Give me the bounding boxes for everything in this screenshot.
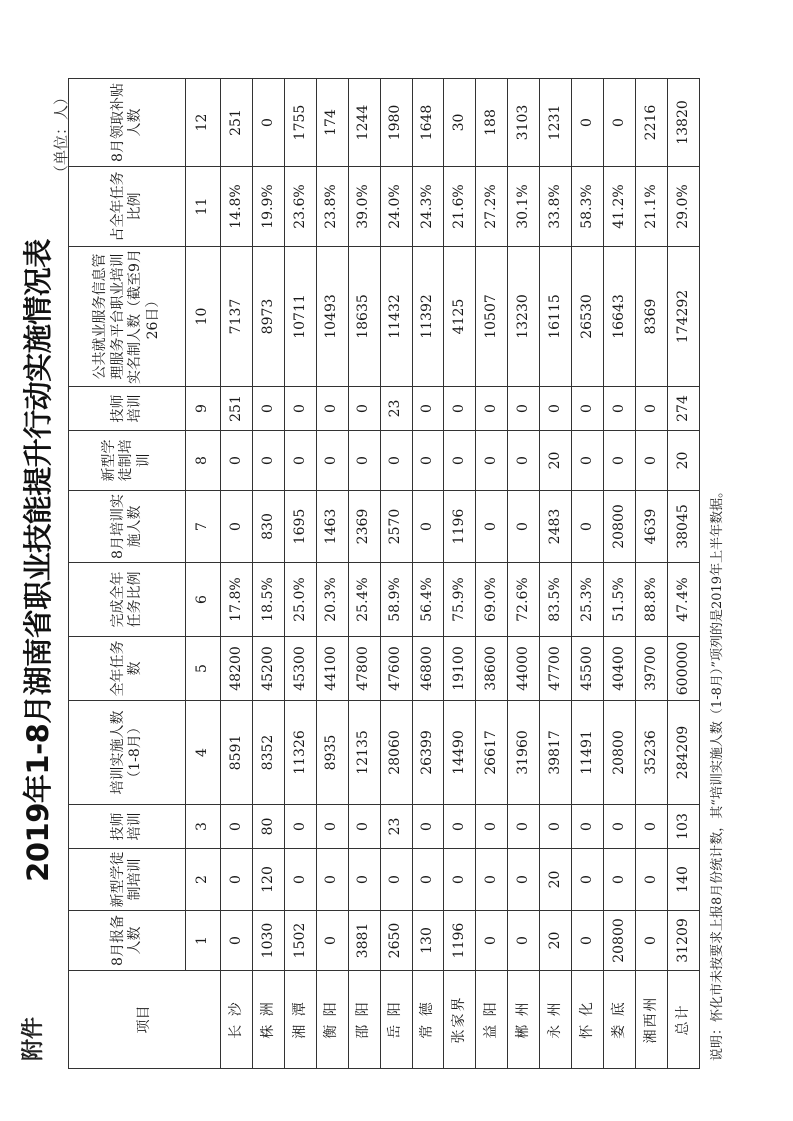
header-row [69,79,186,1069]
table-cell: 174 [316,79,348,167]
table-cell: 0 [476,491,508,563]
table-cell: 0 [604,79,636,167]
table-cell-region: 娄 底 [604,971,636,1069]
table-cell: 0 [604,805,636,849]
table-cell: 0 [508,849,540,911]
table-cell: 13820 [667,79,699,167]
table-cell: 30.1% [508,167,540,247]
table-cell: 19100 [444,637,476,701]
table-cell: 0 [604,431,636,491]
table-cell: 38600 [476,637,508,701]
table-cell: 3103 [508,79,540,167]
header-task-ratio: 占全年任务比例 [69,167,186,247]
table-cell: 10507 [476,247,508,387]
table-cell: 0 [635,805,667,849]
table-cell: 27.2% [476,167,508,247]
table-cell: 0 [348,431,380,491]
table-cell: 28060 [380,701,412,805]
table-cell: 284209 [667,701,699,805]
table-cell: 8935 [316,701,348,805]
table-cell: 2570 [380,491,412,563]
table-cell: 12135 [348,701,380,805]
table-cell: 0 [252,79,284,167]
table-cell: 8352 [252,701,284,805]
table-cell-region: 怀 化 [572,971,604,1069]
table-cell: 0 [380,431,412,491]
table-cell: 20.3% [316,563,348,637]
table-cell: 0 [572,79,604,167]
table-cell: 24.0% [380,167,412,247]
table-row [604,79,636,1069]
table-cell: 0 [412,491,444,563]
table-cell: 0 [508,911,540,971]
table-cell: 0 [572,849,604,911]
table-cell: 46800 [412,637,444,701]
table-cell: 14490 [444,701,476,805]
table-cell: 31960 [508,701,540,805]
table-cell: 38045 [667,491,699,563]
table-cell: 51.5% [604,563,636,637]
table-cell: 16115 [540,247,572,387]
table-cell: 0 [412,805,444,849]
table-row [508,79,540,1069]
table-cell: 45200 [252,637,284,701]
table-cell: 2483 [540,491,572,563]
table-cell: 0 [348,849,380,911]
table-cell: 2216 [635,79,667,167]
table-cell: 0 [316,911,348,971]
header-trained-aug: 8月培训实施人数 [69,491,186,563]
table-cell: 23 [380,805,412,849]
table-cell: 0 [572,911,604,971]
table-row [635,79,667,1069]
table-cell-region: 永 州 [540,971,572,1069]
table-cell: 21.6% [444,167,476,247]
table-cell: 8369 [635,247,667,387]
table-cell: 19.9% [252,167,284,247]
column-number: 8 [186,431,221,491]
table-body [221,79,700,1069]
table-cell: 2369 [348,491,380,563]
table-cell: 0 [284,431,316,491]
column-number: 2 [186,849,221,911]
table-cell: 83.5% [540,563,572,637]
column-number: 7 [186,491,221,563]
column-number-row [186,79,221,1069]
table-cell: 69.0% [476,563,508,637]
table-cell: 39817 [540,701,572,805]
table-cell: 23.6% [284,167,316,247]
table-cell: 31209 [667,911,699,971]
table-cell: 10493 [316,247,348,387]
table-cell: 47600 [380,637,412,701]
column-number: 9 [186,387,221,431]
table-cell: 830 [252,491,284,563]
table-cell: 140 [667,849,699,911]
header-reported-aug: 8月报备人数 [69,911,186,971]
table-cell: 20800 [604,911,636,971]
header-technician-aug: 技师培训 [69,387,186,431]
table-row [667,79,699,1069]
table-cell: 0 [284,849,316,911]
table-cell: 1244 [348,79,380,167]
table-cell: 56.4% [412,563,444,637]
table-cell: 48200 [221,637,253,701]
table-cell: 0 [635,387,667,431]
table-cell: 0 [508,805,540,849]
header-apprentice-aug: 新型学徒制培训 [69,431,186,491]
table-cell: 39700 [635,637,667,701]
header-item: 项目 [69,971,221,1069]
column-number: 10 [186,247,221,387]
table-cell: 7137 [221,247,253,387]
header-completion-ratio: 完成全年任务比例 [69,563,186,637]
table-cell: 13230 [508,247,540,387]
table-cell: 0 [284,805,316,849]
table-cell: 0 [476,849,508,911]
column-number: 4 [186,701,221,805]
table-cell: 0 [221,849,253,911]
table-cell: 8973 [252,247,284,387]
table-cell: 103 [667,805,699,849]
table-cell: 29.0% [667,167,699,247]
table-row [540,79,572,1069]
table-cell: 174292 [667,247,699,387]
table-cell: 0 [508,431,540,491]
table-cell: 1196 [444,911,476,971]
table-cell: 58.3% [572,167,604,247]
table-cell: 1463 [316,491,348,563]
header-platform-count: 公共就业服务信息管理服务平台职业培训实名制人数（截至9月26日） [69,247,186,387]
table-cell: 0 [604,387,636,431]
footnote: 说明：怀化市未按要求上报8月份统计数，其“培训实施人数（1-8月）”项列的是2019年上半年数据。 [710,484,725,1061]
table-cell: 41.2% [604,167,636,247]
table-cell: 44000 [508,637,540,701]
table-cell: 1755 [284,79,316,167]
table-cell: 18635 [348,247,380,387]
header-trained-ytd: 培训实施人数（1-8月） [69,701,186,805]
table-cell: 25.0% [284,563,316,637]
table-row [252,79,284,1069]
table-cell: 4125 [444,247,476,387]
table-cell: 0 [508,491,540,563]
table-cell: 47.4% [667,563,699,637]
table-cell: 0 [412,849,444,911]
table-cell: 0 [316,849,348,911]
table-cell: 0 [412,431,444,491]
column-number: 11 [186,167,221,247]
table-cell: 0 [604,849,636,911]
table-cell: 25.3% [572,563,604,637]
table-cell: 0 [572,491,604,563]
table-cell: 0 [444,387,476,431]
table-cell: 0 [412,387,444,431]
table-cell: 8591 [221,701,253,805]
table-cell: 0 [221,911,253,971]
table-cell: 274 [667,387,699,431]
table-cell: 23.8% [316,167,348,247]
table-cell: 75.9% [444,563,476,637]
table-cell-region: 常 德 [412,971,444,1069]
data-table [68,78,700,1069]
table-row [316,79,348,1069]
table-cell: 0 [252,431,284,491]
table-cell: 0 [572,805,604,849]
table-cell-region: 株 洲 [252,971,284,1069]
table-cell: 11432 [380,247,412,387]
table-cell: 45500 [572,637,604,701]
column-number: 12 [186,79,221,167]
table-cell: 20 [667,431,699,491]
table-cell: 0 [635,849,667,911]
table-cell: 72.6% [508,563,540,637]
table-cell: 23 [380,387,412,431]
page-title: 2019年1-8月湖南省职业技能提升行动实施情况表 [21,239,55,882]
table-cell: 11491 [572,701,604,805]
table-cell: 0 [380,849,412,911]
table-row [380,79,412,1069]
table-cell: 18.5% [252,563,284,637]
table-cell: 251 [221,387,253,431]
table-cell: 40400 [604,637,636,701]
table-row [476,79,508,1069]
table-cell: 0 [444,431,476,491]
table-cell: 0 [348,387,380,431]
table-cell: 0 [348,805,380,849]
table-cell: 0 [572,431,604,491]
table-cell: 30 [444,79,476,167]
table-cell: 0 [476,387,508,431]
table-cell: 47700 [540,637,572,701]
table-cell: 0 [476,805,508,849]
attachment-label: 附件 [21,1016,46,1061]
table-cell: 0 [252,387,284,431]
header-apprentice: 新型学徒制培训 [69,849,186,911]
table-cell: 0 [635,431,667,491]
table-row [284,79,316,1069]
table-cell: 0 [476,431,508,491]
table-cell-region: 邵 阳 [348,971,380,1069]
table-cell: 20800 [604,491,636,563]
table-row [444,79,476,1069]
table-row [221,79,253,1069]
table-cell: 1980 [380,79,412,167]
table-cell: 20 [540,849,572,911]
table-cell: 80 [252,805,284,849]
table-cell: 35236 [635,701,667,805]
table-cell: 0 [444,849,476,911]
table-cell: 0 [221,431,253,491]
table-row [348,79,380,1069]
table-cell: 45300 [284,637,316,701]
table-cell-region: 湘西州 [635,971,667,1069]
table-cell: 0 [540,805,572,849]
table-cell: 0 [508,387,540,431]
table-cell: 1030 [252,911,284,971]
table-cell-region: 衡 阳 [316,971,348,1069]
table-cell: 58.9% [380,563,412,637]
table-cell: 26530 [572,247,604,387]
table-cell-region: 湘 潭 [284,971,316,1069]
table-cell: 14.8% [221,167,253,247]
table-cell: 17.8% [221,563,253,637]
table-cell: 188 [476,79,508,167]
table-cell: 0 [635,911,667,971]
column-number: 5 [186,637,221,701]
table-cell: 10711 [284,247,316,387]
column-number: 1 [186,911,221,971]
table-cell: 33.8% [540,167,572,247]
table-cell: 0 [316,387,348,431]
table-cell-region: 郴 州 [508,971,540,1069]
table-cell: 11392 [412,247,444,387]
table-cell-region: 长 沙 [221,971,253,1069]
table-cell: 3881 [348,911,380,971]
table-cell: 47800 [348,637,380,701]
table-cell: 88.8% [635,563,667,637]
table-cell-region: 总计 [667,971,699,1069]
table-cell: 16643 [604,247,636,387]
column-number: 6 [186,563,221,637]
table-cell-region: 益 阳 [476,971,508,1069]
header-annual-task: 全年任务数 [69,637,186,701]
table-cell: 0 [221,491,253,563]
table-cell: 251 [221,79,253,167]
table-cell: 0 [316,805,348,849]
table-cell: 1196 [444,491,476,563]
table-cell: 26399 [412,701,444,805]
table-cell: 26617 [476,701,508,805]
table-cell: 20 [540,911,572,971]
table-cell: 600000 [667,637,699,701]
table-cell: 2650 [380,911,412,971]
table-row [412,79,444,1069]
unit-label: （单位：人） [52,90,70,181]
table-cell: 0 [316,431,348,491]
table-cell: 1502 [284,911,316,971]
header-technician: 技师培训 [69,805,186,849]
table-cell: 21.1% [635,167,667,247]
table-cell: 0 [444,805,476,849]
table-cell: 0 [284,387,316,431]
table-cell-region: 岳 阳 [380,971,412,1069]
table-cell: 11326 [284,701,316,805]
table-cell: 0 [572,387,604,431]
table-cell: 4639 [635,491,667,563]
table-cell-region: 张家界 [444,971,476,1069]
table-cell: 44100 [316,637,348,701]
table-cell: 24.3% [412,167,444,247]
table-row [572,79,604,1069]
table-cell: 25.4% [348,563,380,637]
header-subsidy-aug: 8月领取补贴人数 [69,79,186,167]
table-cell: 20800 [604,701,636,805]
table-cell: 20 [540,431,572,491]
table-cell: 0 [221,805,253,849]
table-cell: 0 [476,911,508,971]
table-cell: 120 [252,849,284,911]
table-cell: 130 [412,911,444,971]
column-number: 3 [186,805,221,849]
table-cell: 1648 [412,79,444,167]
table-cell: 39.0% [348,167,380,247]
table-cell: 1231 [540,79,572,167]
table-cell: 1695 [284,491,316,563]
table-cell: 0 [540,387,572,431]
